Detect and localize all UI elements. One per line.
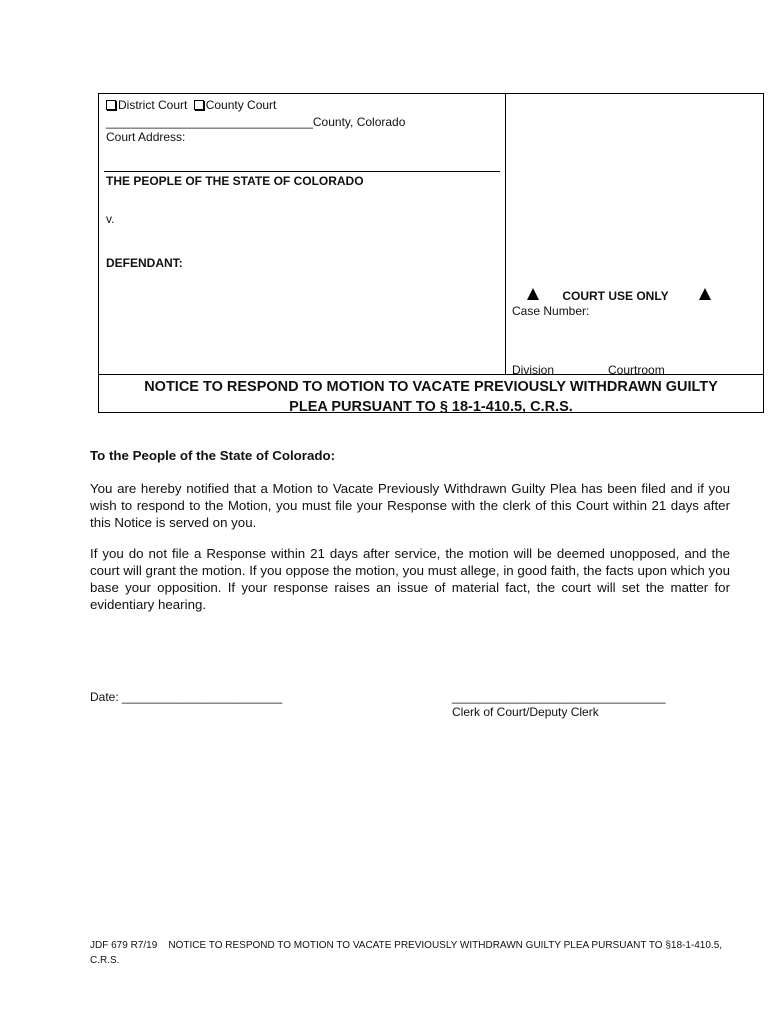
triangle-left-icon xyxy=(527,288,539,300)
versus-label: v. xyxy=(106,212,115,226)
court-type-row xyxy=(106,98,276,112)
signature-line: ________________________________ xyxy=(452,690,666,704)
county-line: _______________________________County, Colorado xyxy=(106,115,406,129)
footer-form-id: JDF 679 R7/19 xyxy=(90,940,158,951)
district-court-label: District Court xyxy=(118,98,188,112)
division-label: Division xyxy=(512,363,555,377)
footer-form-title: NOTICE TO RESPOND TO MOTION TO VACATE PREVIOUSLY WITHDRAWN GUILTY PLEA PURSUANT TO §18-1-410.5, C.R.S. xyxy=(90,940,723,966)
courtroom-label: Courtroom xyxy=(608,363,665,377)
title-line-1: NOTICE TO RESPOND TO MOTION TO VACATE PREVIOUSLY WITHDRAWN GUILTY xyxy=(144,379,718,395)
county-court-checkbox[interactable] xyxy=(194,100,204,110)
caption-rule xyxy=(104,171,500,172)
case-number-label: Case Number: xyxy=(512,304,590,318)
court-address-label: Court Address: xyxy=(106,130,186,144)
paragraph-2: If you do not file a Response within 21 days after service, the motion will be deemed unopposed, and the court will grant the motion. If you oppose the motion, you must allege, in good faith, the facts upon which you base your opposition. If your response raises an issue of material fact, the court will set the matter for evidentiary hearing. xyxy=(90,546,730,612)
court-use-only-label: COURT USE ONLY xyxy=(562,289,669,303)
county-court-label: County Court xyxy=(205,98,277,112)
caption-divider xyxy=(505,93,506,375)
court-use-only-row xyxy=(527,288,717,303)
date-line: Date: ________________________ xyxy=(90,690,283,704)
defendant-label: DEFENDANT: xyxy=(106,256,183,270)
form-title xyxy=(98,377,764,417)
district-court-checkbox[interactable] xyxy=(106,100,116,110)
footer xyxy=(90,938,730,968)
salutation: To the People of the State of Colorado: xyxy=(90,448,336,463)
paragraph-1: You are hereby notified that a Motion to Vacate Previously Withdrawn Guilty Plea has been filed and if you wish to respond to the Motion, you must file your Response with the clerk of this Court within 21 days after this Notice is served on you. xyxy=(90,481,730,530)
triangle-right-icon xyxy=(699,288,711,300)
title-line-2: PLEA PURSUANT TO § 18-1-410.5, C.R.S. xyxy=(289,399,573,415)
people-label: THE PEOPLE OF THE STATE OF COLORADO xyxy=(106,174,364,188)
clerk-label: Clerk of Court/Deputy Clerk xyxy=(452,705,599,719)
